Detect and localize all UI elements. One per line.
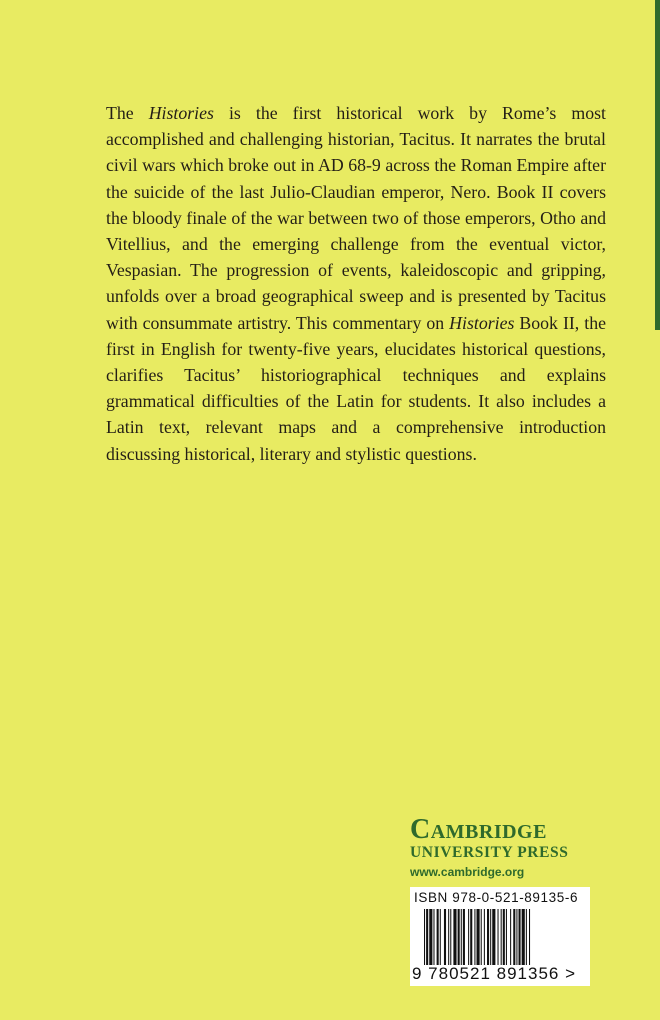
blurb-text-1: The [106,103,149,123]
publisher-subtitle: UNIVERSITY PRESS [410,844,569,861]
barcode-bar [510,909,511,965]
isbn-text: ISBN 978-0-521-89135-6 [414,890,579,905]
barcode-bar [522,909,525,965]
isbn-barcode-box [410,887,590,986]
barcode-bar [448,909,449,965]
barcode-bar [513,909,515,965]
blurb-text-3: Book II, the first in English for twenty-five years, elucidates historical questions, clarifies Tacitus’ historiographical techniques and explains grammatical difficulties of the Latin for students. It also includes a Latin text, relevant maps and a comprehensive introduction discussing historical, literary and stylistic questions. [106,312,606,464]
barcode-bar [458,909,460,965]
barcode-bar [468,909,469,965]
spine-accent-strip [655,0,660,330]
barcode-bar [477,909,480,965]
publisher-name: Cambridge [410,814,547,845]
barcode-bar [526,909,527,965]
barcode-bar [444,909,446,965]
publisher-url: www.cambridge.org [410,865,525,879]
barcode-bar [490,909,491,965]
barcode-bar [501,909,502,965]
barcode-icon [424,909,576,965]
blurb-title-histories-2: Histories [449,312,515,333]
barcode-bar [453,909,456,965]
barcode-bar [481,909,482,965]
barcode-bar [440,909,441,965]
barcode-bar [487,909,489,965]
barcode-bar [474,909,475,965]
barcode-bar [461,909,462,965]
barcode-digits: 9 780521 891356 > [412,964,577,983]
barcode-bar [429,909,432,965]
publisher-block [410,816,590,880]
blurb-title-histories: Histories [148,103,214,123]
barcode-bar [470,909,472,965]
barcode-bar [450,909,451,965]
barcode-bar [506,909,507,965]
barcode-bar [492,909,495,965]
barcode-bar [516,909,517,965]
barcode-bar [437,909,439,965]
barcode-bar [433,909,434,965]
back-cover-blurb [106,100,606,467]
barcode-bar [463,909,465,965]
barcode-bar [424,909,425,965]
barcode-bar [519,909,521,965]
barcode-bar [503,909,505,965]
barcode-bar [529,909,530,965]
barcode-bar [426,909,428,965]
blurb-text-2: is the first historical work by Rome’s most accomplished and challenging historian, Tacitus. It narrates the brutal civil wars which broke out in AD 68-9 across the Roman Empire after the suicide of the last Julio-Claudian emperor, Nero. Book II covers the bloody finale of the war between two of those emperors, Otho and Vitellius, and the emerging challenge from the eventual victor, Vespasian. The progression of events, kaleidoscopic and gripping, unfolds over a broad geographical sweep and is presented by Tacitus with consummate artistry. This commentary on [106,103,606,333]
barcode-bar [484,909,485,965]
barcode-bar [498,909,499,965]
